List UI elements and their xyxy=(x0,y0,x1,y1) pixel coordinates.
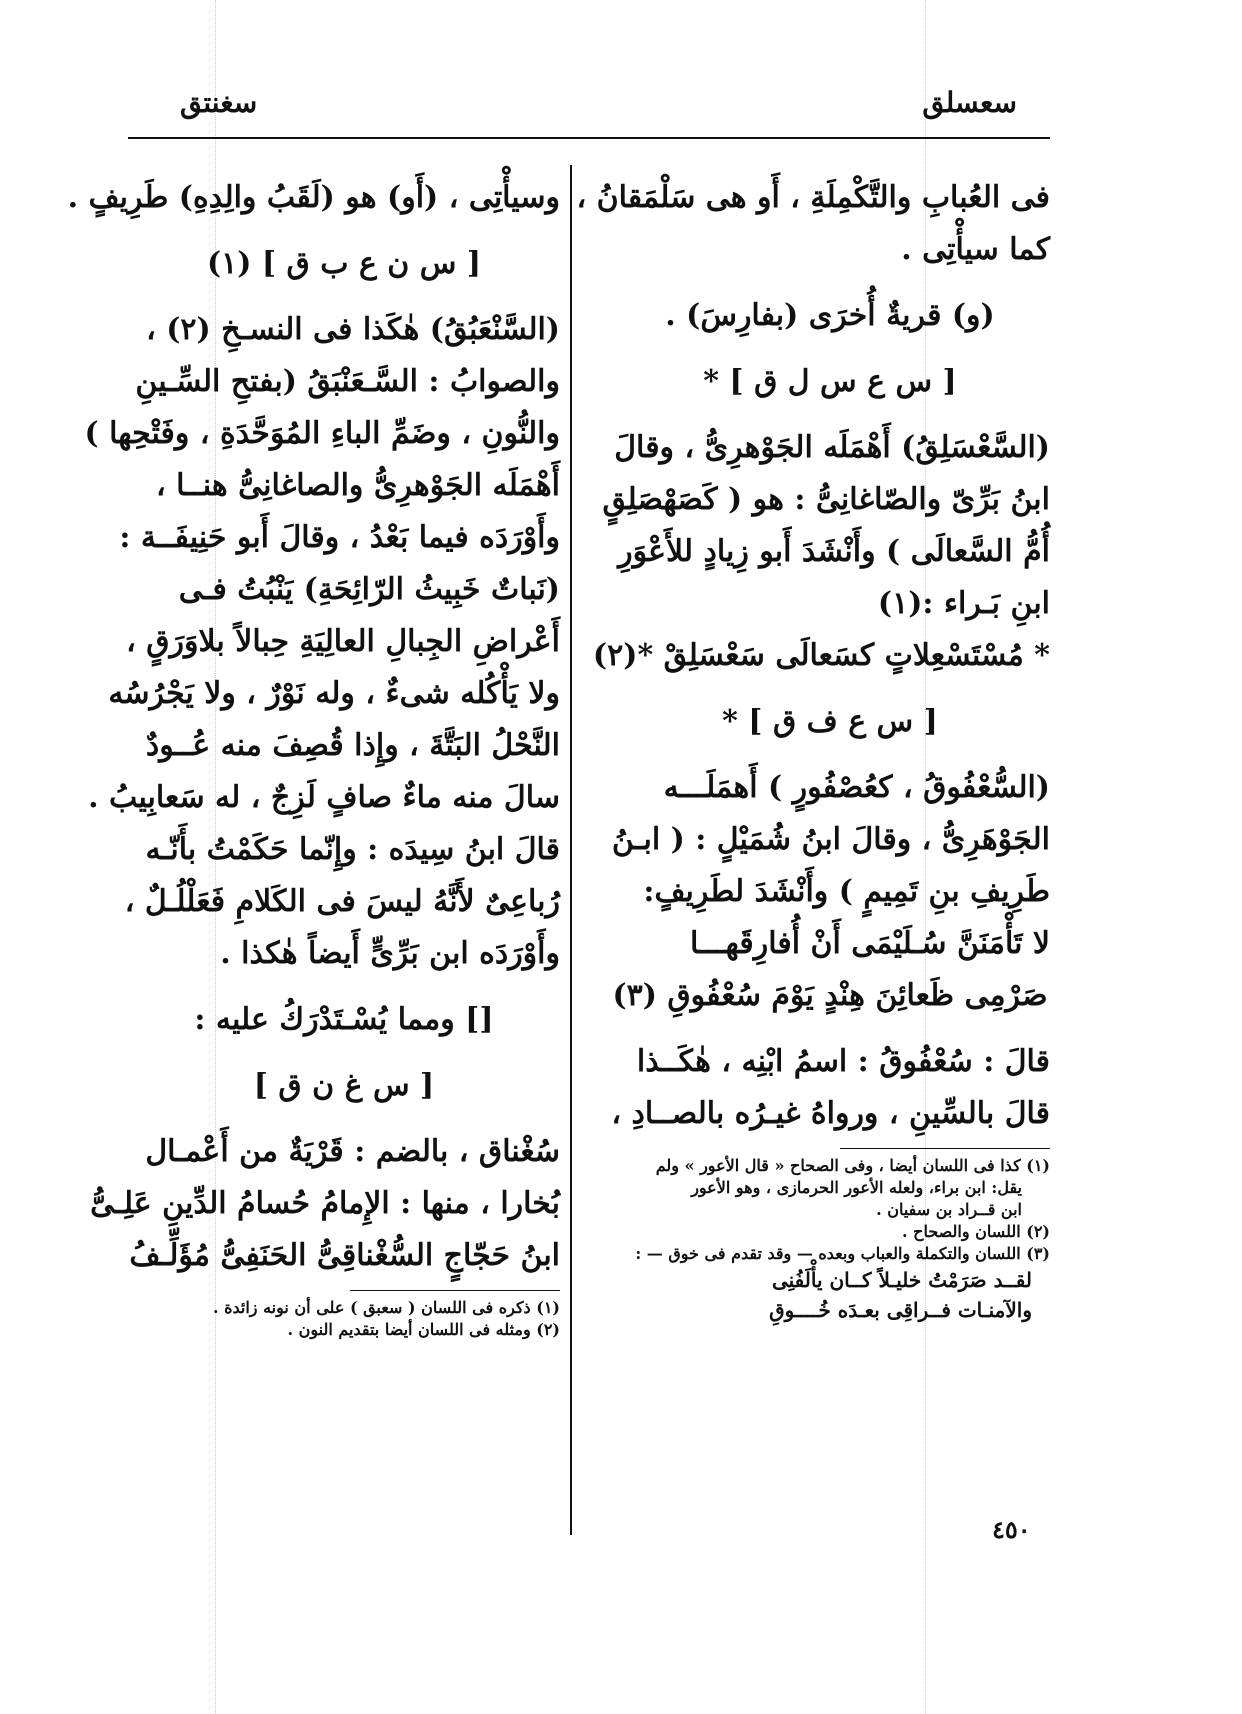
footnote-rule xyxy=(840,1148,1050,1149)
text-line: [] ومما يُسْـتَدْرَكُ عليه : xyxy=(194,1002,494,1037)
text-line: أَهْمَلَه الجَوْهرِىُّ والصاغانِىُّ هنــا ، xyxy=(155,468,560,503)
verse-line: لا تَأْمَنَنَّ سُـلَيْمَى أَنْ أُفارِقَهـــا xyxy=(690,926,1050,961)
footnote: (٣) اللسان والتكملة والعباب وبعده — وقد تقدم فى خوق — : xyxy=(635,1244,1050,1263)
text-line: الجَوْهَرِىُّ ، وقالَ ابنُ شُمَيْلٍ : ( ابـنُ xyxy=(611,822,1050,857)
footnote-verse: والآمنـات فــراقِى بعـدَه خُــــوقِ xyxy=(769,1298,1032,1322)
text-line: النَّحْلُ البَتَّةَ ، وإِذا قُصِفَ منه عُــودٌ xyxy=(145,728,560,763)
text-line: أَعْراضِ الجِبالِ العالِيَةِ حِبالاً بلاوَرَقٍ ، xyxy=(126,624,560,659)
text-line: قالَ ابنُ سِيدَه : وإِنّما حَكَمْتُ بأَنّـه xyxy=(145,832,560,867)
footnote: (٢) ومثله فى اللسان أيضا بتقديم النون . xyxy=(287,1320,560,1339)
right-column xyxy=(576,172,1050,1325)
entry-heading: [ س ن ع ب ق ] (١) xyxy=(206,246,482,281)
text-line: بُخارا ، منها : الإِمامُ حُسامُ الدِّينِ عَلِـىُّ xyxy=(90,1186,560,1221)
text-line: (و) قريةٌ أُخرَى (بفارِسَ) . xyxy=(665,298,995,333)
text-line: والنُّونِ ، وضَمِّ الباءِ المُوَحَّدَةِ ، وفَتْحِها ) xyxy=(84,416,560,451)
text-line: طَرِيفِ بنِ تَمِيمٍ ) وأَنْشَدَ لطَرِيفٍ: xyxy=(643,874,1050,909)
entry-heading: [ س غ ن ق ] xyxy=(253,1068,435,1103)
column-divider xyxy=(570,165,572,1535)
text-line: سُغْناق ، بالضم : قَرْيَةٌ من أَعْمـال xyxy=(145,1134,560,1169)
text-line: (نَباتٌ خَبِيثُ الرّائِحَةِ) يَنْبُتُ فـى xyxy=(178,572,560,607)
footnote: ابن قــراد بن سفيان . xyxy=(876,1200,1022,1219)
text-line: أُمُّ السَّعالَى ) وأَنْشَدَ أَبو زِيادٍ للأَعْوَرِ xyxy=(618,534,1050,569)
text-line: وسيأْتِى ، (أَو) هو (لَقَبُ والِدِهِ) طَرِيفٍ . xyxy=(67,180,560,215)
text-line: قالَ : سُعْفُوقُ : اسمُ ابْنِه ، هٰكَــذا xyxy=(636,1044,1050,1079)
text-line: ابنِ بَـراء :(١) xyxy=(877,586,1050,621)
text-line: (السَّعْسَلِقُ) أَهْمَلَه الجَوْهرِىُّ ، وقالَ xyxy=(614,430,1050,465)
footnote: (٢) اللسان والصحاح . xyxy=(902,1222,1050,1241)
footnote: يقل: ابن براء، ولعله الأعور الحرمازى ، وهو الأعور xyxy=(691,1178,1022,1197)
verse-line: * مُسْتَسْعِلاتٍ كسَعالَى سَعْسَلِقْ *(٢) xyxy=(592,638,1050,673)
text-line: فى العُبابِ والتَّكْمِلَةِ ، أَو هى سَلْمَقانُ ، xyxy=(576,180,1050,215)
text-line: وأَوْرَدَه ابن بَرِّىٍّ أَيضاً هٰكذا . xyxy=(220,936,560,971)
text-line: قالَ بالسِّينِ ، ورواهُ غيـرُه بالصــادِ ، xyxy=(611,1096,1050,1131)
text-line: كما سيأْتِى . xyxy=(901,232,1050,267)
running-head-left: سغنتق xyxy=(180,86,258,119)
verse-line: صَرْمِى ظَعائِنَ هِنْدٍ يَوْمَ سُعْفُوقِ (٣) xyxy=(612,978,1048,1013)
text-line: وأَوْرَدَه فيما بَعْدُ ، وقالَ أَبو حَنِيفَــة : xyxy=(119,520,560,555)
text-line: رُباعِىٌ لأَنَّهُ ليسَ فى الكَلامِ فَعَلْلُـلٌ ، xyxy=(124,884,560,919)
footnote: (١) كذا فى اللسان أيضا ، وفى الصحاح « قال الأعور » ولم xyxy=(655,1156,1050,1175)
text-line: (السُّعْفُوقُ ، كعُصْفُورٍ ) أَهمَلَـــه xyxy=(663,770,1050,805)
text-line: ابنُ حَجّاجٍ السُّغْناقِىُّ الحَنَفِىُّ مُؤَلِّـفُ xyxy=(129,1238,560,1273)
text-line: (السَّنْعَبُقُ) هٰكَذا فى النسـخِ (٢) ، xyxy=(146,312,560,347)
footnote-verse: لقــد صَرَمْتُ خليـلاً كــان يأْلَفُنِى xyxy=(771,1268,1032,1292)
entry-heading: [ س ع س ل ق ] * xyxy=(703,364,957,399)
header-rule xyxy=(128,137,1050,139)
page-number: ٤٥٠ xyxy=(992,1515,1031,1544)
entry-heading: [ س ع ف ق ] * xyxy=(722,704,938,739)
left-column xyxy=(67,172,560,1341)
text-line: ابنُ بَرِّىّ والصّاغانِىُّ : هو ( كَصَهْصَلِقٍ xyxy=(602,482,1050,517)
text-line: والصوابُ : السَّـعَنْبَقُ (بفتحِ السِّـينِ xyxy=(135,364,560,399)
text-line: ولا يَأْكُله شىءٌ ، وله نَوْرٌ ، ولا يَجْرُسُه xyxy=(108,676,560,711)
text-line: سالَ منه ماءٌ صافٍ لَزِجٌ ، له سَعابِيبُ . xyxy=(88,780,560,815)
footnote: (١) ذكره فى اللسان ( سعبق ) على أن نونه زائدة . xyxy=(212,1298,560,1317)
footnote-rule xyxy=(350,1290,560,1291)
running-head-right: سعسلق xyxy=(922,86,1017,119)
